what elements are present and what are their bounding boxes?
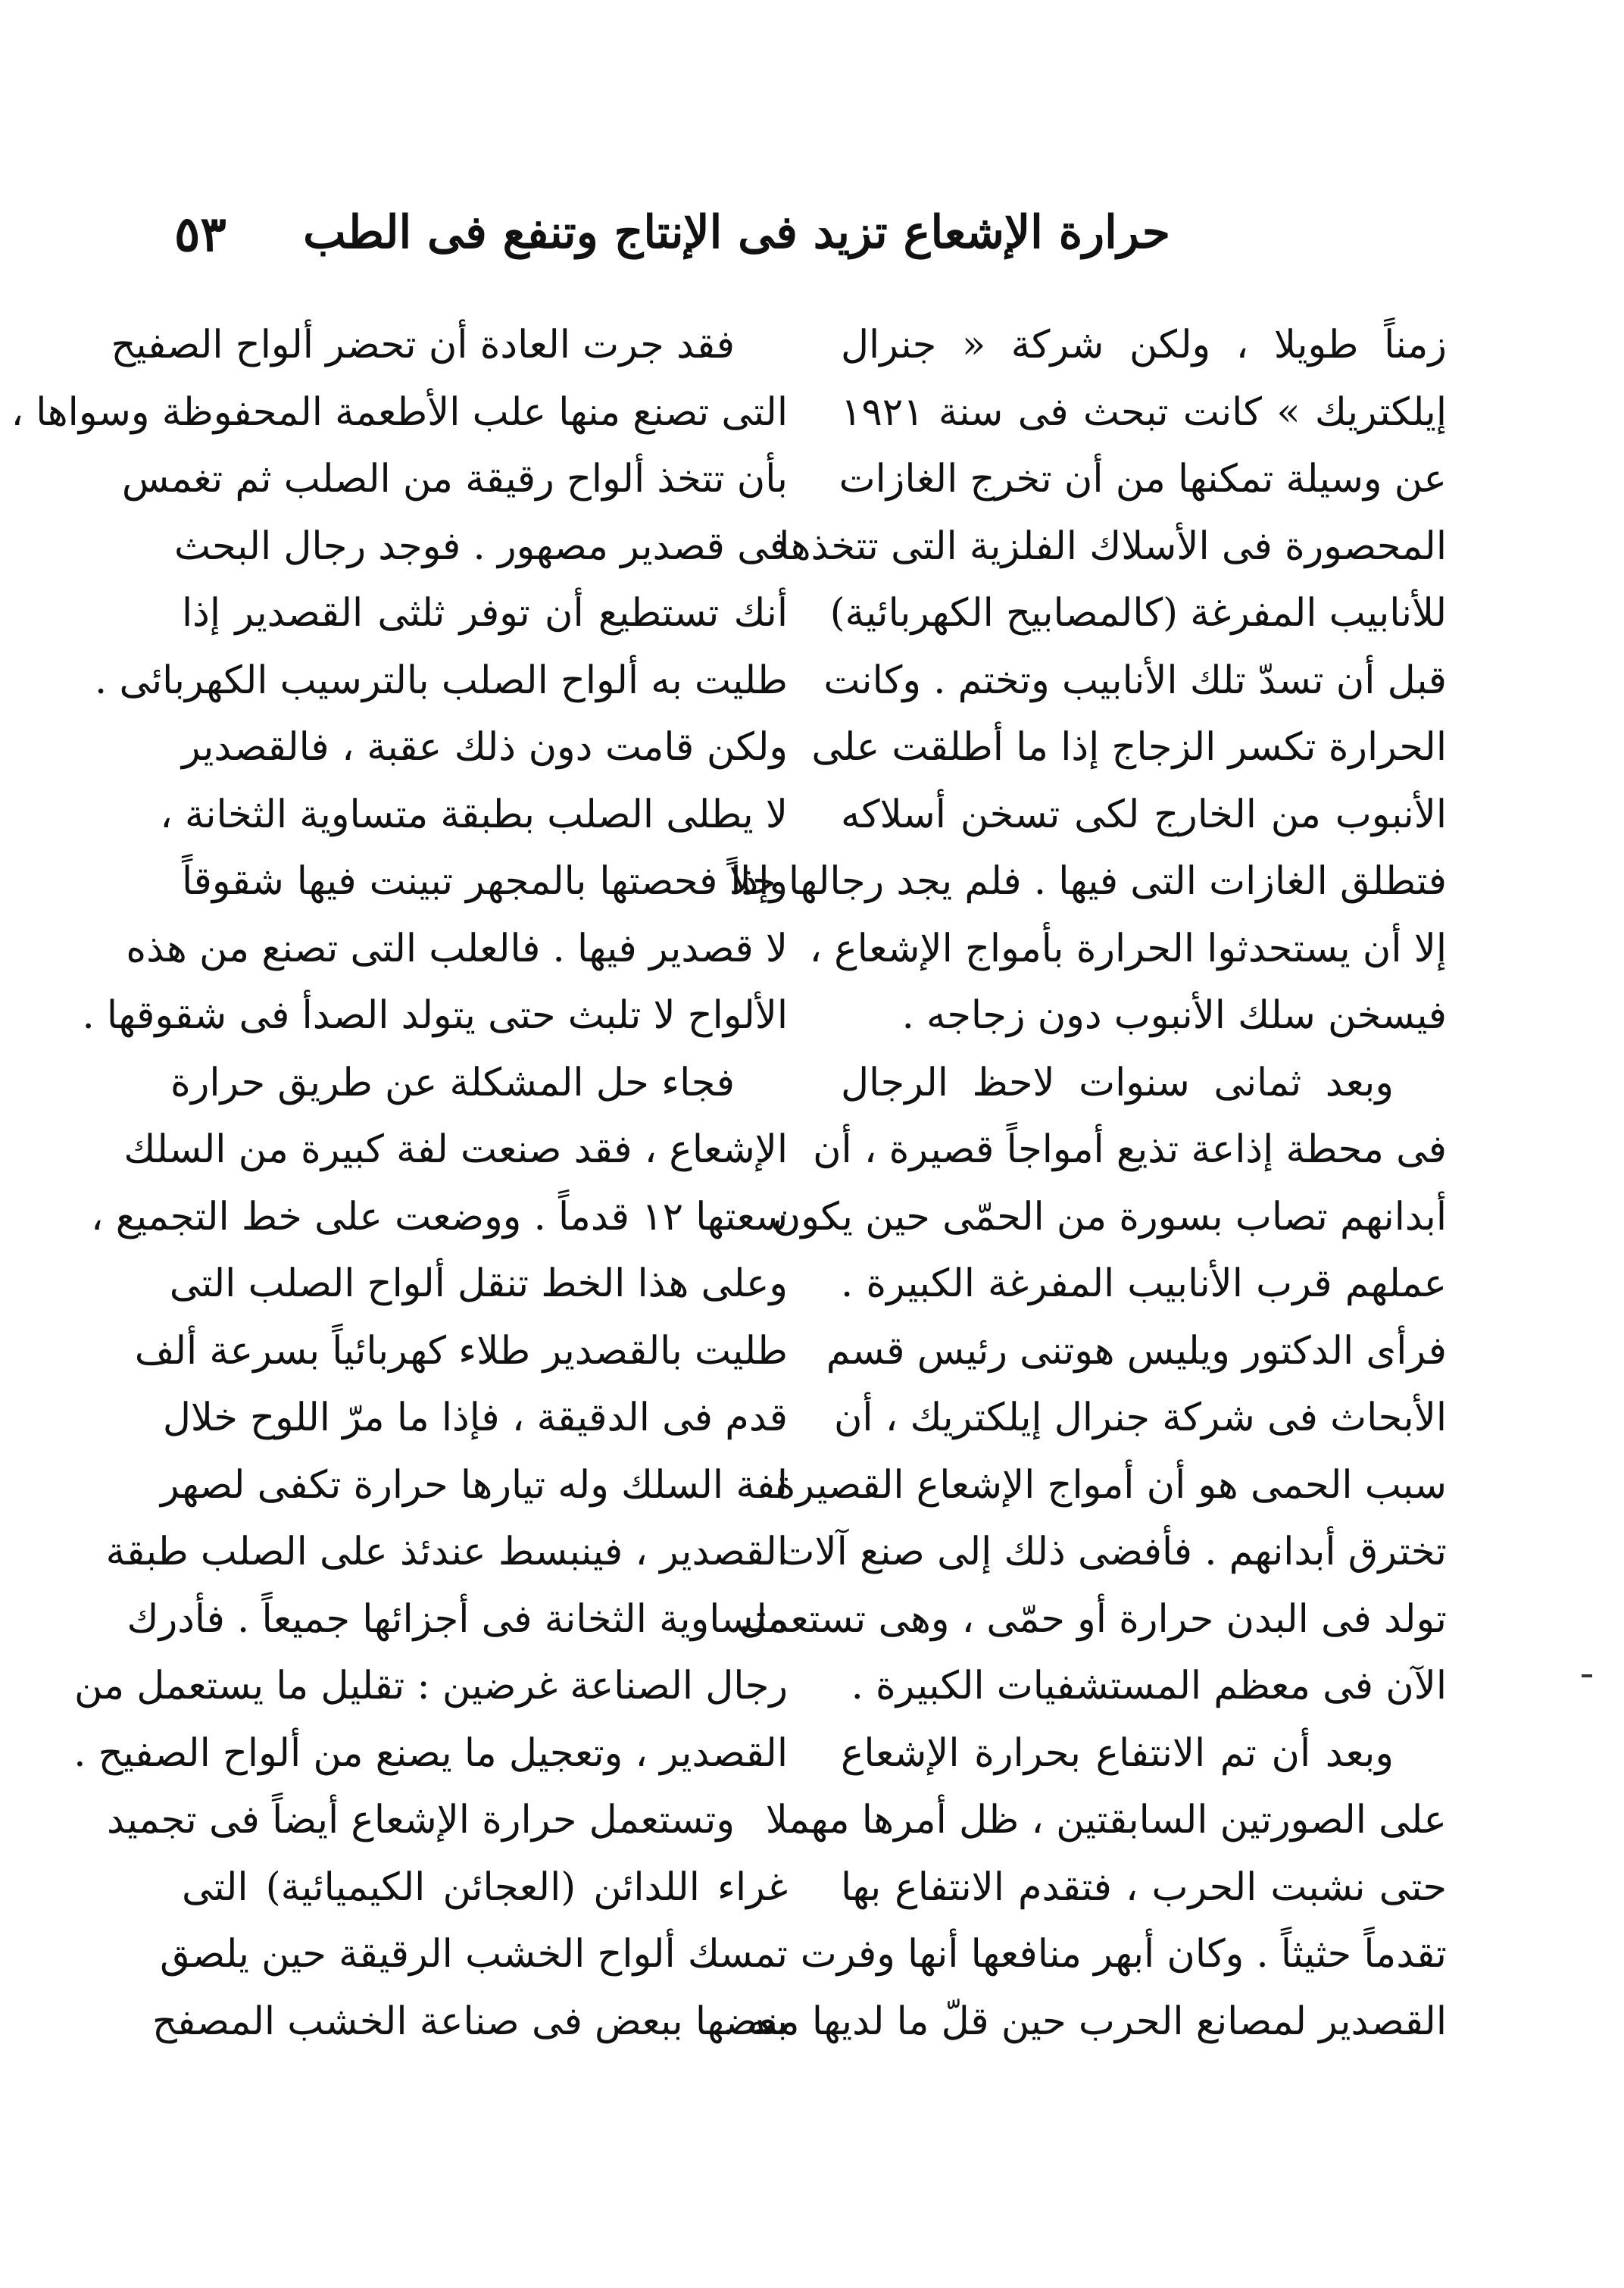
margin-mark [1582,1674,1592,1677]
paragraph-start: وتستعمل حرارة الإشعاع أيضاً فى تجميد [107,1798,735,1843]
paragraph-start: فقد جرت العادة أن تحضر ألواح الصفيح [111,323,735,367]
text-line: طليت بالقصدير طلاء كهربائياً بسرعة ألف [134,1328,788,1374]
page-number: ٥٣ [174,206,226,263]
text-line: الأبحاث فى شركة جنرال إيلكتريك ، أن [833,1396,1447,1440]
text-line: وإذا فحصتها بالمجهر تبينت فيها شقوقاً [182,859,788,904]
text-line: تولد فى البدن حرارة أو حمّى ، وهى تستعمل [739,1596,1447,1642]
text-line: الآن فى معظم المستشفيات الكبيرة . [851,1664,1447,1708]
text-line: بعضها ببعض فى صناعة الخشب المصفح [151,1999,788,2044]
text-line: لا قصدير فيها . فالعلب التى تصنع من هذه [126,926,788,971]
text-line: لفة السلك وله تيارها حرارة تكفى لصهر [161,1462,788,1508]
text-line: رجال الصناعة غرضين : تقليل ما يستعمل من [73,1664,788,1708]
text-line: قبل أن تسدّ تلك الأنابيب وتختم . وكانت [823,658,1447,703]
text-line: أبدانهم تصاب بسورة من الحمّى حين يكون [772,1194,1447,1239]
text-line: فرأى الدكتور ويليس هوتنى رئيس قسم [826,1328,1447,1374]
text-line: تقدماً حثيثاً . وكان أبهر منافعها أنها وفرت [800,1932,1447,1977]
text-line: فى محطة إذاعة تذيع أمواجاً قصيرة ، أن [813,1127,1447,1172]
text-line: القصدير لمصانع الحرب حين قلّ ما لديها منه . [722,1999,1447,2044]
text-line: بأن تتخذ ألواح رقيقة من الصلب ثم تغمس [121,457,788,502]
text-line: الحرارة تكسر الزجاج إذا ما أطلقت على [811,725,1447,770]
text-line: لا يطلى الصلب بطبقة متساوية الثخانة ، [160,792,788,837]
text-line: طليت به ألواح الصلب بالترسيب الكهربائى . [95,658,788,703]
text-line: ولكن قامت دون ذلك عقبة ، فالقصدير [182,725,788,770]
text-line: التى تصنع منها علب الأطعمة المحفوظة وسواها ، [11,389,788,435]
text-line: فتطلق الغازات التى فيها . فلم يجد رجالها حلاً [729,859,1447,904]
text-line: على الصورتين السابقتين ، ظل أمرها مهملا [765,1798,1447,1843]
text-line: قدم فى الدقيقة ، فإذا ما مرّ اللوح خلال [162,1396,788,1440]
right-column [722,312,1447,2055]
text-line: للأنابيب المفرغة (كالمصابيح الكهربائية) [829,591,1447,636]
text-line: تمسك ألواح الخشب الرقيقة حين يلصق [160,1932,788,1977]
paragraph-start: وبعد ثمانى سنوات لاحظ الرجال [841,1060,1394,1105]
text-line: إيلكتريك » كانت تبحث فى سنة ١٩٢١ [841,389,1447,435]
text-line: سبب الحمى هو أن أمواج الإشعاع القصيرة [775,1462,1447,1508]
text-line: الألواح لا تلبث حتى يتولد الصدأ فى شقوقها . [82,993,788,1038]
text-line: فيسخن سلك الأنبوب دون زجاجه . [901,993,1447,1038]
running-title: حرارة الإشعاع تزيد فى الإنتاج وتنفع فى الطب [303,206,1170,259]
text-line: سعتها ١٢ قدماً . ووضعت على خط التجميع ، [91,1194,788,1239]
text-line: عن وسيلة تمكنها من أن تخرج الغازات [839,457,1447,502]
left-column [11,312,788,2055]
text-line: فى قصدير مصهور . فوجد رجال البحث [174,524,788,569]
paragraph-start: وبعد أن تم الانتفاع بحرارة الإشعاع [841,1730,1394,1776]
text-line: زمناً طويلا ، ولكن شركة « جنرال [841,323,1447,367]
text-line: تخترق أبدانهم . فأفضى ذلك إلى صنع آلات [778,1530,1447,1574]
text-line: غراء اللدائن (العجائن الكيميائية) التى [182,1864,788,1910]
paragraph-start: فجاء حل المشكلة عن طريق حرارة [170,1060,735,1105]
text-line: المحصورة فى الأسلاك الفلزية التى تتخذها [779,524,1447,569]
text-line: متساوية الثخانة فى أجزائها جميعاً . فأدرك [126,1596,788,1642]
text-line: حتى نشبت الحرب ، فتقدم الانتفاع بها [841,1864,1447,1910]
text-line: القصدير ، وتعجيل ما يصنع من ألواح الصفيح . [73,1730,788,1776]
text-line: إلا أن يستحدثوا الحرارة بأمواج الإشعاع ، [809,926,1447,971]
text-line: الأنبوب من الخارج لكى تسخن أسلاكه [841,792,1447,837]
text-line: وعلى هذا الخط تنقل ألواح الصلب التى [169,1261,788,1306]
page-header [151,198,1170,282]
text-line: الإشعاع ، فقد صنعت لفة كبيرة من السلك [123,1127,788,1172]
text-line: أنك تستطيع أن توفر ثلثى القصدير إذا [182,591,788,636]
text-line: عملهم قرب الأنابيب المفرغة الكبيرة . [841,1261,1447,1306]
text-line: القصدير ، فينبسط عندئذ على الصلب طبقة [105,1530,788,1574]
